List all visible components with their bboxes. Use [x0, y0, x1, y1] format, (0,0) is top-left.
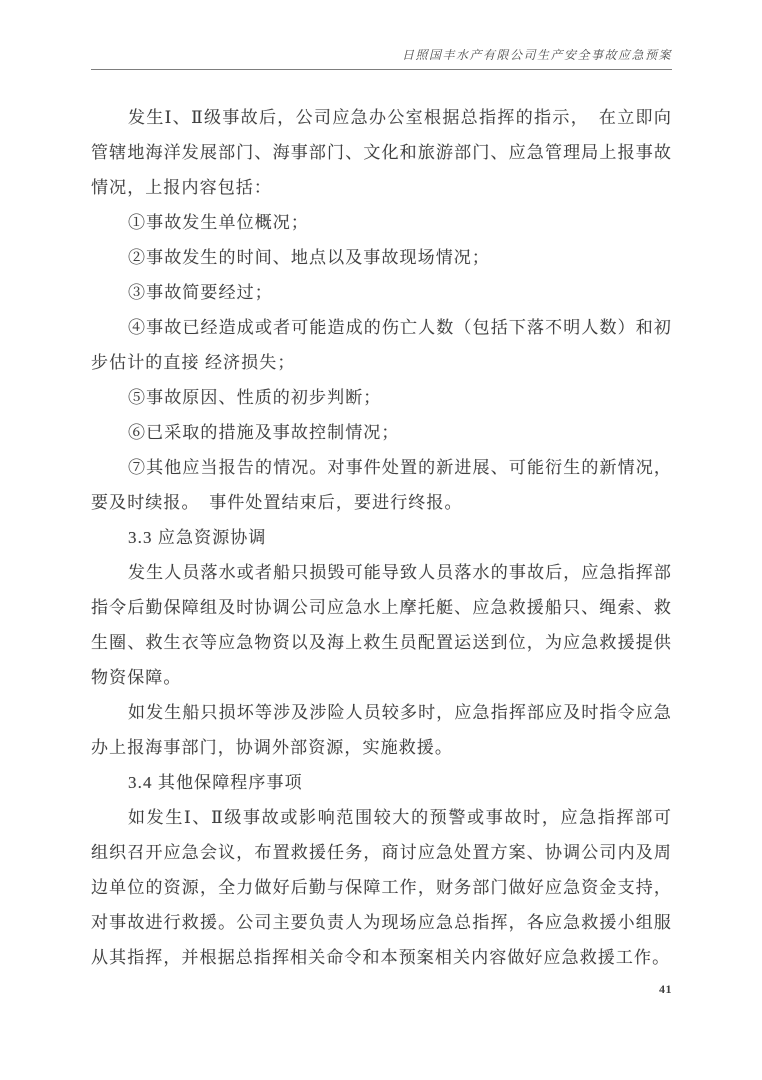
paragraph: 如发生船只损坏等涉及涉险人员较多时，应急指挥部应及时指令应急办上报海事部门，协调外部资源，实施救援。 — [91, 703, 672, 757]
list-item: ④事故已经造成或者可能造成的伤亡人数（包括下落不明人数）和初步估计的直接 经济损失； — [91, 318, 672, 372]
list-item: ⑤事故原因、性质的初步判断； — [128, 388, 382, 407]
page-header-title: 日照国丰水产有限公司生产安全事故应急预案 — [401, 48, 672, 62]
page-number: 41 — [659, 982, 672, 996]
section-heading: 3.4 其他保障程序事项 — [128, 773, 303, 792]
list-item: ③事故简要经过； — [128, 283, 273, 302]
paragraph: 发生人员落水或者船只损毁可能导致人员落水的事故后，应急指挥部指令后勤保障组及时协调公司应急水上摩托艇、应急救援船只、绳索、救生圈、救生衣等应急物资以及海上救生员配置运送到位，为应急救援提供物资保障。 — [91, 563, 672, 687]
paragraph: 发生Ⅰ、Ⅱ级事故后，公司应急办公室根据总指挥的指示， 在立即向管辖地海洋发展部门、海事部门、文化和旅游部门、应急管理局上报事故情况，上报内容包括： — [91, 108, 672, 197]
header-rule — [91, 69, 672, 70]
document-body — [91, 100, 672, 975]
paragraph: 如发生Ⅰ、Ⅱ级事故或影响范围较大的预警或事故时，应急指挥部可组织召开应急会议，布置救援任务，商讨应急处置方案、协调公司内及周边单位的资源，全力做好后勤与保障工作，财务部门做好应急资金支持，对事故进行救援。公司主要负责人为现场应急总指挥，各应急救援小组服从其指挥，并根据总指挥相关命令和本预案相关内容做好应急救援工作。 — [91, 808, 672, 967]
list-item: ⑥已采取的措施及事故控制情况； — [128, 423, 400, 442]
list-item: ②事故发生的时间、地点以及事故现场情况； — [128, 248, 490, 267]
list-item: ①事故发生单位概况； — [128, 213, 309, 232]
section-heading: 3.3 应急资源协调 — [128, 528, 267, 547]
list-item: ⑦其他应当报告的情况。对事件处置的新进展、可能衍生的新情况，要及时续报。 事件处置结束后，要进行终报。 — [91, 458, 672, 512]
